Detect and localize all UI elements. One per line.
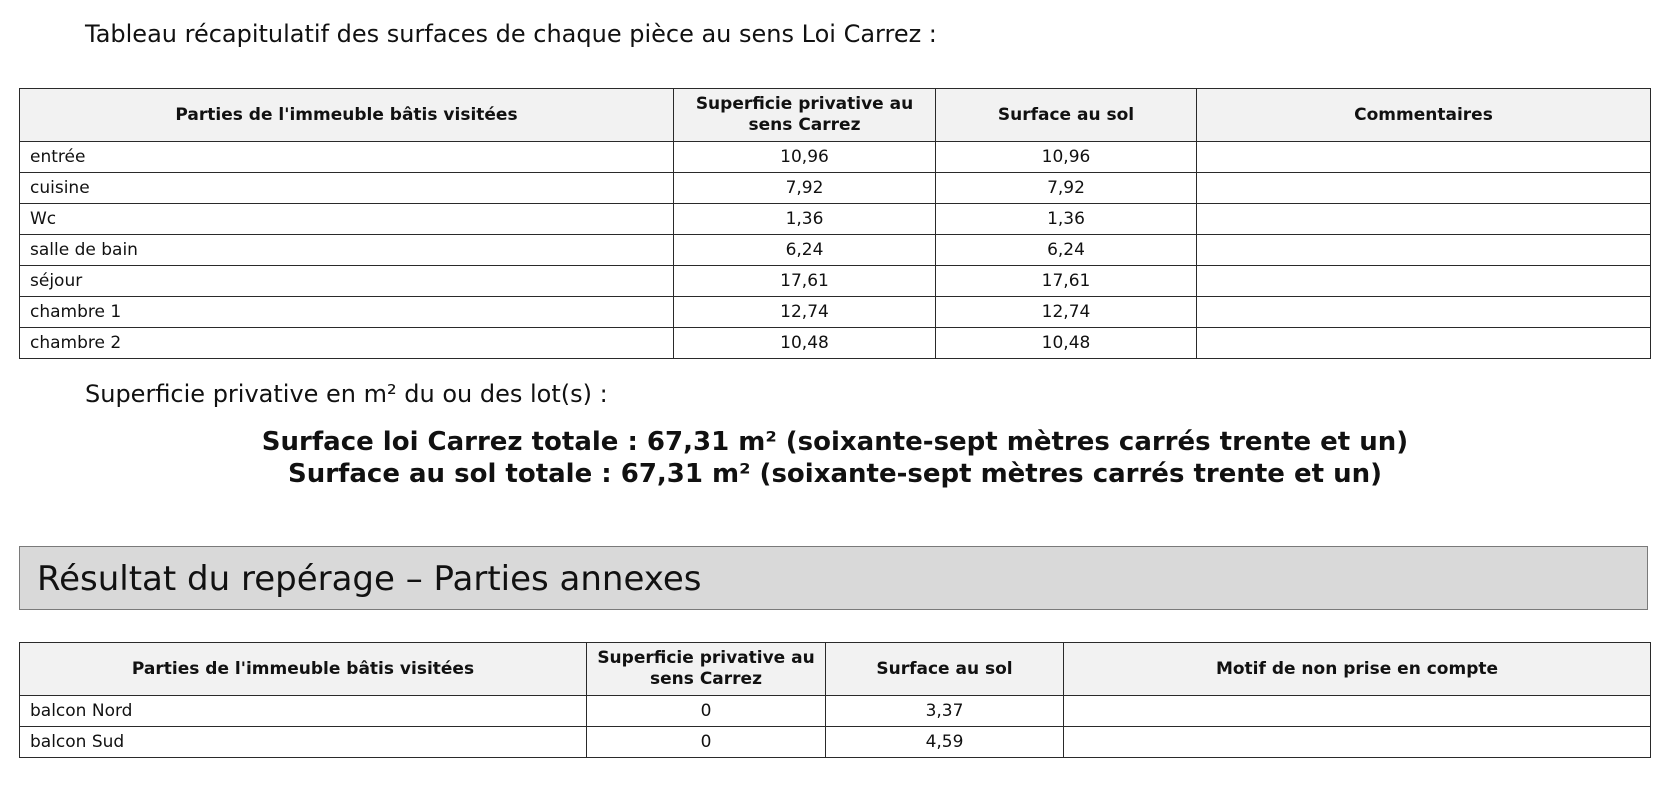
table-header-row [20, 89, 1651, 142]
table-row [20, 328, 1651, 359]
sol-value: 6,24 [936, 235, 1197, 266]
table-row [20, 297, 1651, 328]
comment-cell [1197, 266, 1651, 297]
table-row [20, 142, 1651, 173]
header-motif: Motif de non prise en compte [1064, 643, 1651, 696]
comment-cell [1197, 142, 1651, 173]
totals-block [0, 426, 1670, 490]
room-name: séjour [20, 266, 674, 297]
header-surface-sol: Surface au sol [936, 89, 1197, 142]
sol-value: 12,74 [936, 297, 1197, 328]
sol-value: 3,37 [826, 696, 1064, 727]
sol-value: 10,48 [936, 328, 1197, 359]
room-name: balcon Nord [20, 696, 587, 727]
sol-total-line: Surface au sol totale : 67,31 m² (soixante-sept mètres carrés trente et un) [288, 459, 1382, 489]
carrez-value: 7,92 [674, 173, 936, 204]
comment-cell [1197, 297, 1651, 328]
carrez-value: 12,74 [674, 297, 936, 328]
motif-cell [1064, 696, 1651, 727]
carrez-value: 10,96 [674, 142, 936, 173]
sol-value: 17,61 [936, 266, 1197, 297]
surface-heading: Superficie privative en m² du ou des lot(s) : [85, 380, 608, 408]
room-name: chambre 2 [20, 328, 674, 359]
carrez-total-line: Surface loi Carrez totale : 67,31 m² (soixante-sept mètres carrés trente et un) [261, 427, 1409, 457]
room-name: entrée [20, 142, 674, 173]
sol-value: 1,36 [936, 204, 1197, 235]
table-header-row [20, 643, 1651, 696]
sol-value: 4,59 [826, 727, 1064, 758]
room-name: chambre 1 [20, 297, 674, 328]
room-name: balcon Sud [20, 727, 587, 758]
table-row [20, 173, 1651, 204]
header-carrez: Superficie privative au sens Carrez [587, 643, 826, 696]
comment-cell [1197, 328, 1651, 359]
table-row [20, 204, 1651, 235]
carrez-value: 17,61 [674, 266, 936, 297]
table-row [20, 235, 1651, 266]
carrez-value: 1,36 [674, 204, 936, 235]
room-name: salle de bain [20, 235, 674, 266]
carrez-value: 0 [587, 696, 826, 727]
carrez-value: 10,48 [674, 328, 936, 359]
sol-value: 7,92 [936, 173, 1197, 204]
section-banner-title: Résultat du repérage – Parties annexes [37, 559, 702, 599]
table-row [20, 727, 1651, 758]
room-name: cuisine [20, 173, 674, 204]
motif-cell [1064, 727, 1651, 758]
table-row [20, 696, 1651, 727]
table-row [20, 266, 1651, 297]
annex-surface-table [19, 642, 1651, 758]
comment-cell [1197, 173, 1651, 204]
carrez-value: 0 [587, 727, 826, 758]
intro-title: Tableau récapitulatif des surfaces de chaque pièce au sens Loi Carrez : [85, 20, 937, 48]
comment-cell [1197, 235, 1651, 266]
main-surface-table [19, 88, 1651, 359]
header-commentaires: Commentaires [1197, 89, 1651, 142]
header-parties: Parties de l'immeuble bâtis visitées [20, 89, 674, 142]
carrez-value: 6,24 [674, 235, 936, 266]
header-carrez: Superficie privative au sens Carrez [674, 89, 936, 142]
room-name: Wc [20, 204, 674, 235]
header-surface-sol: Surface au sol [826, 643, 1064, 696]
comment-cell [1197, 204, 1651, 235]
section-banner [19, 546, 1648, 610]
header-parties: Parties de l'immeuble bâtis visitées [20, 643, 587, 696]
sol-value: 10,96 [936, 142, 1197, 173]
